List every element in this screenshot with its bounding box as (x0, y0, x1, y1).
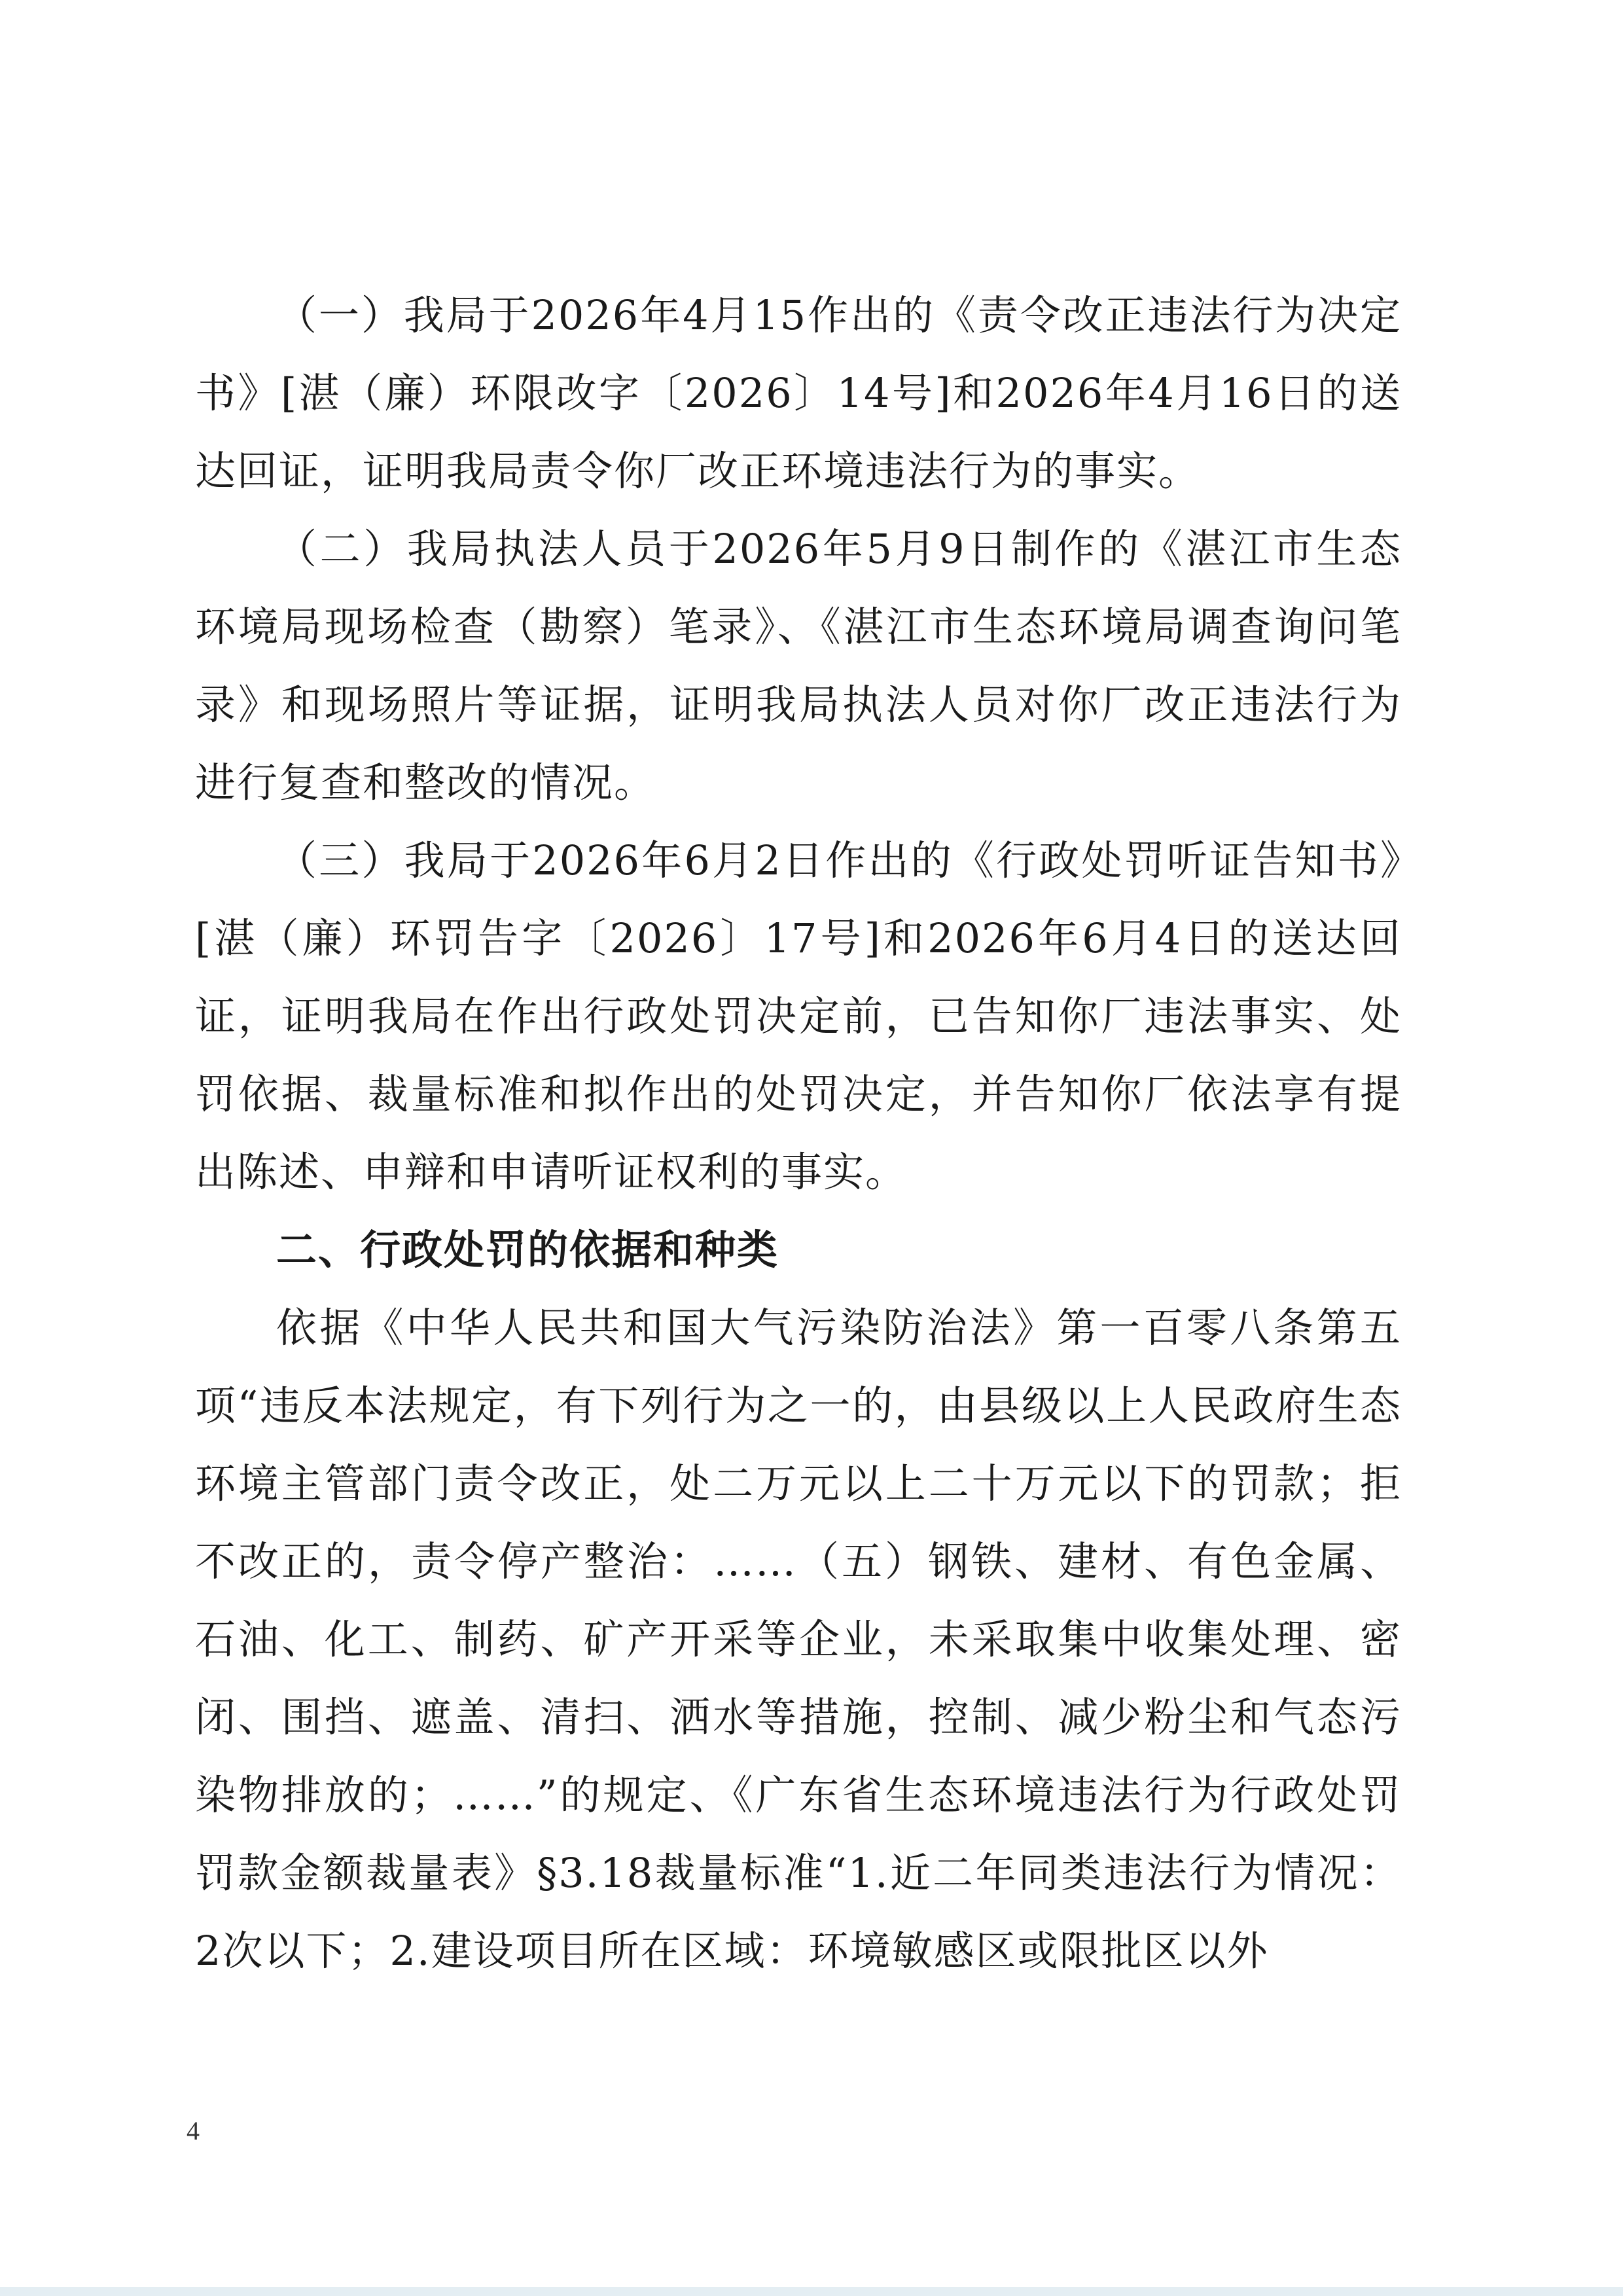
scan-edge-strip (0, 2287, 1623, 2296)
evidence-paragraph-2: （二）我局执法人员于2026年5月9日制作的《湛江市生态环境局现场检查（勘察）笔录》、《湛江市生态环境局调查询问笔录》和现场照片等证据，证明我局执法人员对你厂改正违法行为进行复查和整改的情况。 (195, 525, 1402, 806)
section-heading: 二、行政处罚的依据和种类 (276, 1226, 779, 1274)
legal-basis-paragraph: 依据《中华人民共和国大气污染防治法》第一百零八条第五项“违反本法规定，有下列行为之一的，由县级以上人民政府生态环境主管部门责令改正，处二万元以上二十万元以下的罚款；拒不改正的，责令停产整治：……（五）钢铁、建材、有色金属、石油、化工、制药、矿产开采等企业，未采取集中收集处理、密闭、围挡、遮盖、清扫、洒水等措施，控制、减少粉尘和气态污染物排放的；……”的规定、《广东省生态环境违法行为行政处罚罚款金额裁量表》§3.18裁量标准“1.近二年同类违法行为情况：2次以下；2.建设项目所在区域：环境敏感区或限批区以外 (195, 1304, 1402, 1975)
document-body (195, 276, 1402, 1990)
evidence-paragraph-3: （三）我局于2026年6月2日作出的《行政处罚听证告知书》[湛（廉）环罚告字〔2026〕17号]和2026年6月4日的送达回证，证明我局在作出行政处罚决定前，已告知你厂违法事实、处罚依据、裁量标准和拟作出的处罚决定，并告知你厂依法享有提出陈述、申辩和申请听证权利的事实。 (195, 836, 1402, 1196)
evidence-paragraph-1: （一）我局于2026年4月15作出的《责令改正违法行为决定书》[湛（廉）环限改字〔2026〕14号]和2026年4月16日的送达回证，证明我局责令你厂改正环境违法行为的事实。 (195, 291, 1402, 495)
page-number: 4 (187, 2116, 200, 2145)
